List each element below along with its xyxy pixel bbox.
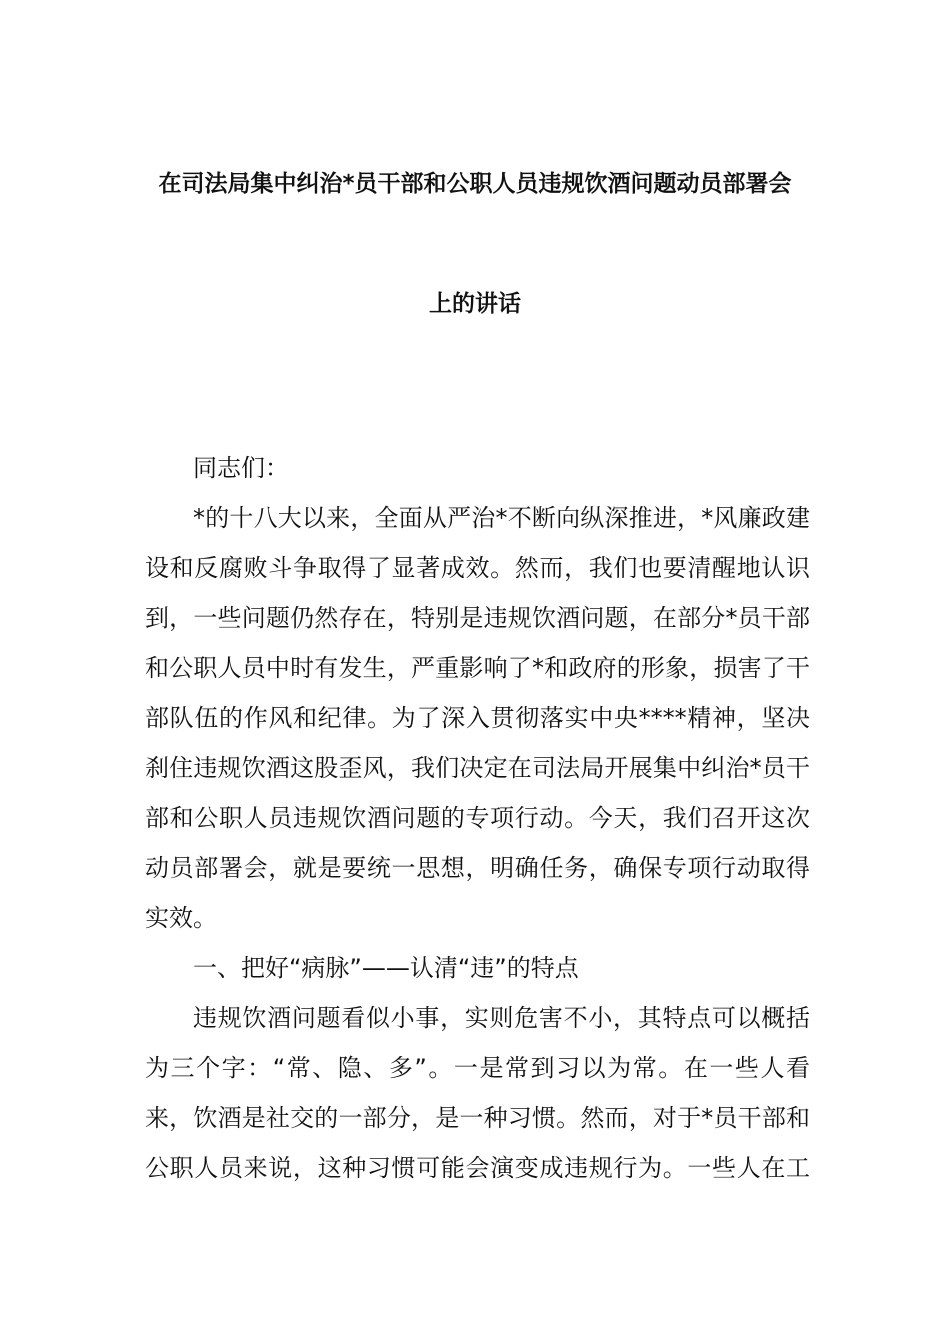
salutation: 同志们： <box>193 454 289 482</box>
paragraph-line: 违规饮酒问题看似小事，实则危害不小，其特点可以概括 <box>193 1004 810 1032</box>
paragraph-line: 公职人员来说，这种习惯可能会演变成违规行为。一些人在工 <box>145 1154 810 1182</box>
document-title-line-2: 上的讲话 <box>429 291 521 317</box>
section-heading: 一、把好“病脉”——认清“违”的特点 <box>193 954 579 982</box>
paragraph-line: 设和反腐败斗争取得了显著成效。然而，我们也要清醒地认识 <box>145 554 810 582</box>
paragraph-line: 到，一些问题仍然存在，特别是违规饮酒问题，在部分*员干部 <box>145 604 810 632</box>
paragraph-line: 部和公职人员违规饮酒问题的专项行动。今天，我们召开这次 <box>145 804 810 832</box>
paragraph-line: 为三个字：“常、隐、多”。一是常到习以为常。在一些人看 <box>145 1054 810 1082</box>
paragraph-line: 来，饮酒是社交的一部分，是一种习惯。然而，对于*员干部和 <box>145 1104 810 1132</box>
paragraph-line: 动员部署会，就是要统一思想，明确任务，确保专项行动取得 <box>145 854 810 882</box>
paragraph-line: *的十八大以来，全面从严治*不断向纵深推进，*风廉政建 <box>193 504 810 532</box>
paragraph-line: 部队伍的作风和纪律。为了深入贯彻落实中央****精神，坚决 <box>145 704 810 732</box>
paragraph-line: 刹住违规饮酒这股歪风，我们决定在司法局开展集中纠治*员干 <box>145 754 810 782</box>
paragraph-line: 实效。 <box>145 904 217 932</box>
document-title-line-1: 在司法局集中纠治*员干部和公职人员违规饮酒问题动员部署会 <box>158 171 792 197</box>
paragraph-line: 和公职人员中时有发生，严重影响了*和政府的形象，损害了干 <box>145 654 810 682</box>
